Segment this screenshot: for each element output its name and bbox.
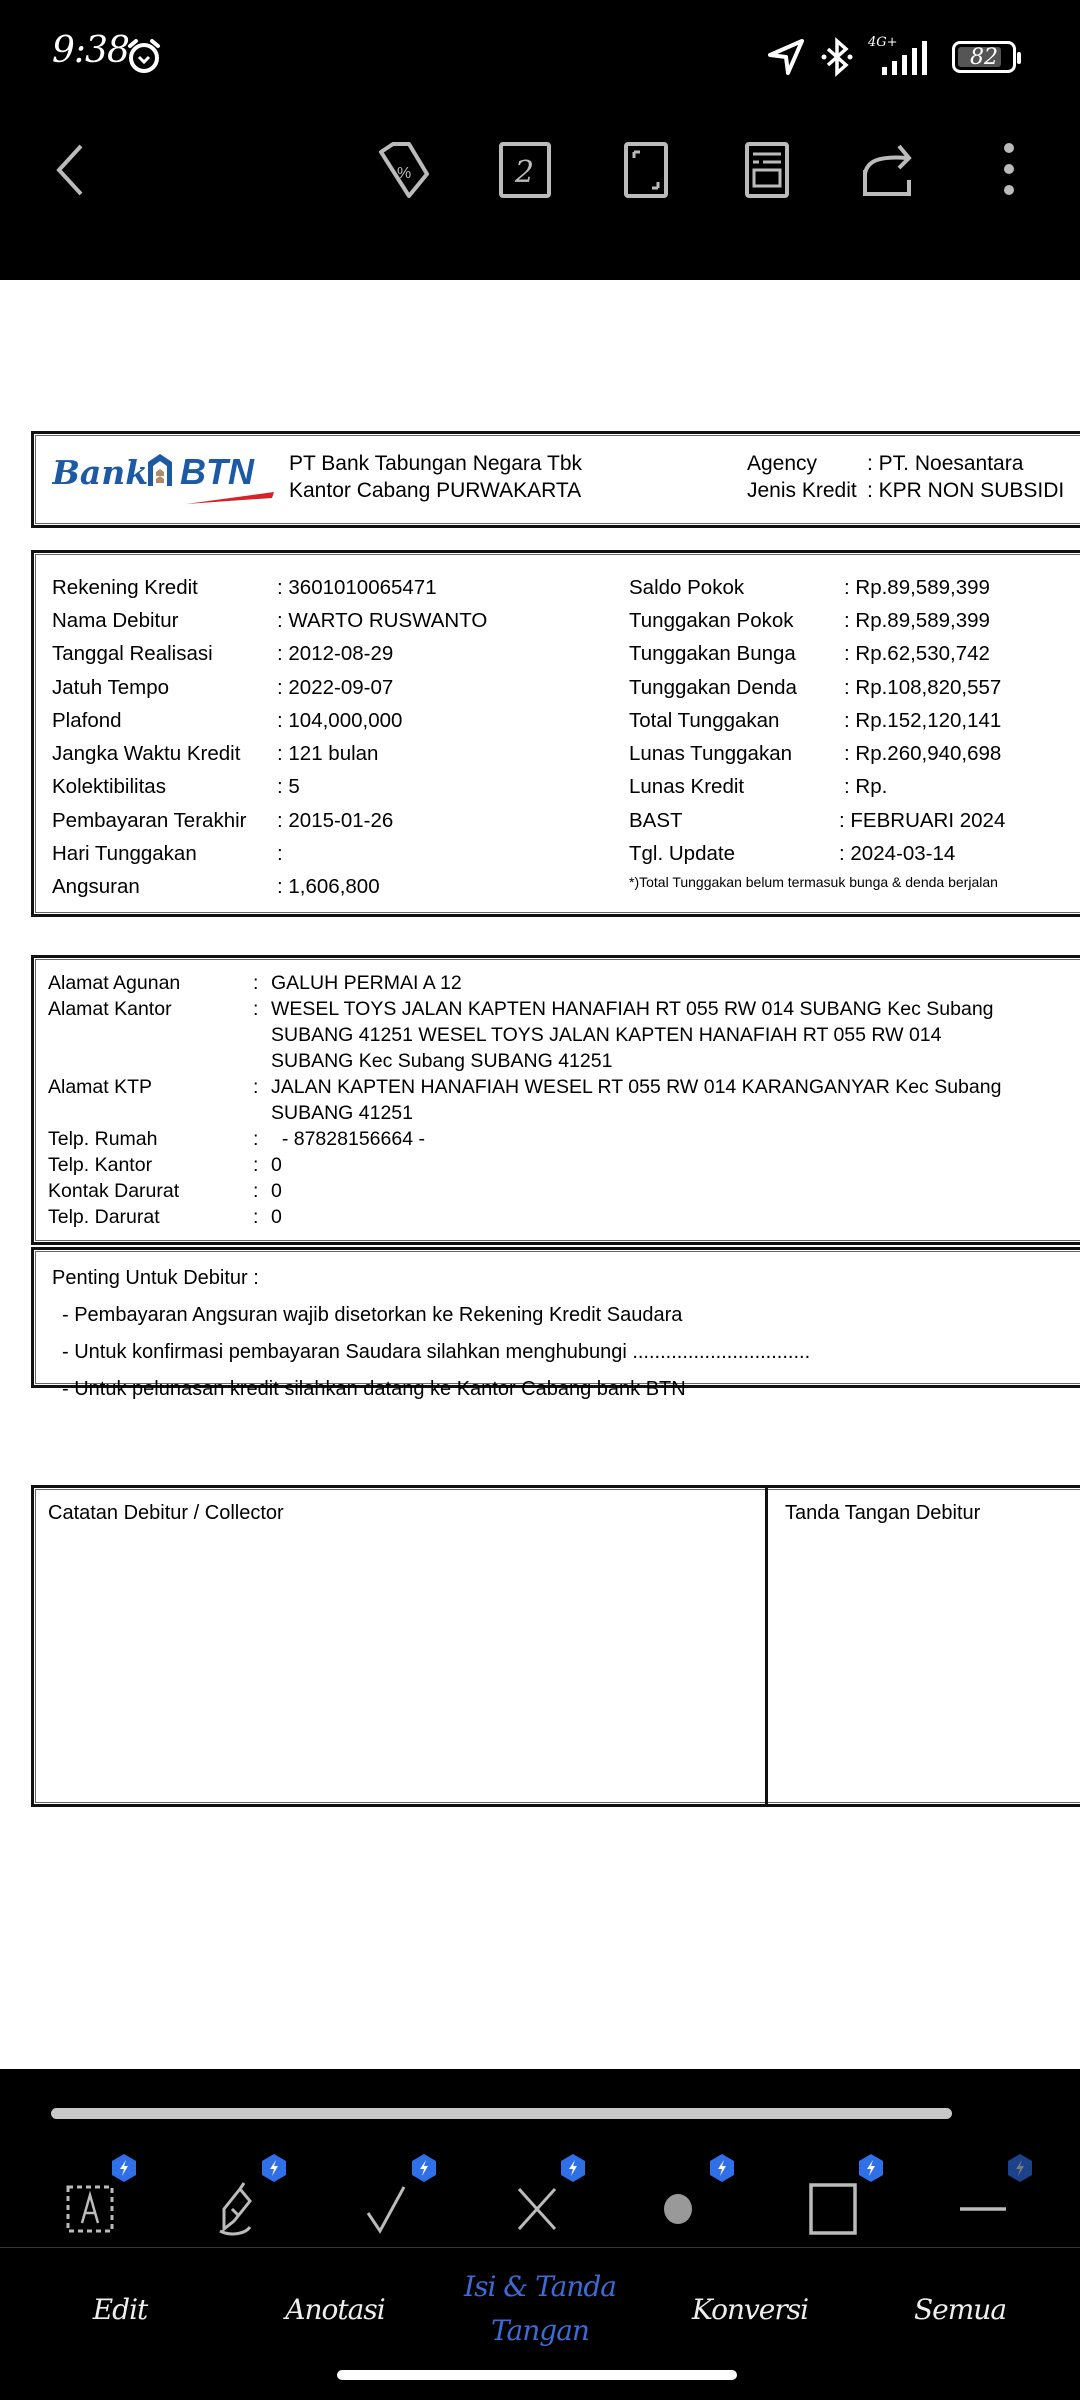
bank-btn-logo xyxy=(52,448,282,508)
address-list xyxy=(48,970,1028,1230)
address-label: Kontak Darurat xyxy=(48,1180,180,1202)
info-row xyxy=(52,604,487,637)
tab-edit[interactable]: Edit xyxy=(92,2292,148,2326)
info-row xyxy=(629,571,1005,604)
panel-divider xyxy=(0,2247,1080,2248)
address-value: WESEL TOYS JALAN KAPTEN HANAFIAH RT 055 RW 014 SUBANG Kec Subang SUBANG 41251 WESEL TOYS JALAN KAPTEN HANAFIAH RT 055 RW 014 SUBANG Kec Subang SUBANG 41251 xyxy=(271,998,994,1072)
info-row xyxy=(629,638,1005,671)
info-label: Saldo Pokok xyxy=(629,575,745,599)
info-row xyxy=(629,737,1005,770)
separator: : xyxy=(253,1206,259,1228)
separator: : xyxy=(253,1128,259,1150)
status-icons xyxy=(766,34,1016,80)
premium-badge-icon xyxy=(110,2153,138,2183)
info-label: Nama Debitur xyxy=(52,608,179,632)
info-row xyxy=(629,804,1005,837)
info-label: Tunggakan Bunga xyxy=(629,642,796,666)
fill-sign-panel xyxy=(0,2069,1080,2400)
battery-percent: 82 xyxy=(970,44,998,70)
separator: : xyxy=(253,1180,259,1202)
premium-badge-icon xyxy=(1006,2153,1034,2183)
back-icon xyxy=(51,140,91,200)
info-row xyxy=(629,837,1005,870)
info-label: Tanggal Realisasi xyxy=(52,642,213,666)
notice-item: - Untuk pelunasan kredit silahkan datang ke Kantor Cabang bank BTN xyxy=(62,1378,686,1400)
tab-isi-tanda-tangan[interactable]: Isi & Tanda Tangan xyxy=(464,2270,616,2347)
info-row xyxy=(52,771,487,804)
square-icon xyxy=(805,2179,865,2239)
info-value: : Rp.108,820,557 xyxy=(844,675,1002,699)
share-button[interactable] xyxy=(852,130,922,210)
info-row xyxy=(52,804,487,837)
info-label: Total Tunggakan xyxy=(629,708,780,732)
logo-text-btn: BTN xyxy=(180,451,254,492)
status-time: 9:38 xyxy=(52,30,129,71)
line-icon xyxy=(954,2179,1014,2239)
info-label: Tunggakan Denda xyxy=(629,675,797,699)
location-icon xyxy=(766,37,806,77)
tab-konversi[interactable]: Konversi xyxy=(691,2292,809,2326)
info-row xyxy=(52,837,487,870)
info-value: : 5 xyxy=(277,775,300,799)
info-value: : 2022-09-07 xyxy=(277,675,394,699)
document-header xyxy=(31,431,1080,528)
dot-tool[interactable] xyxy=(636,2149,746,2259)
agency-value: : PT. Noesantara xyxy=(867,452,1024,475)
promo-tag-icon xyxy=(371,138,435,202)
line-tool[interactable] xyxy=(934,2149,1044,2259)
signature-label: Tanda Tangan Debitur xyxy=(785,1502,981,1524)
info-value: : xyxy=(277,842,283,866)
info-label: BAST xyxy=(629,808,683,832)
loan-info-right xyxy=(629,571,1005,890)
battery-icon xyxy=(952,41,1016,73)
address-value: 0 xyxy=(271,1180,282,1202)
rectangle-tool[interactable] xyxy=(785,2149,895,2259)
promo-tag-button[interactable] xyxy=(368,130,438,210)
separator: : xyxy=(253,1154,259,1176)
footnote: *)Total Tunggakan belum termasuk bunga & denda berjalan xyxy=(629,873,998,890)
separator: : xyxy=(253,998,259,1020)
address-value: 0 xyxy=(271,1154,282,1176)
info-row xyxy=(52,737,487,770)
address-row xyxy=(48,1204,1028,1230)
info-value: : Rp.260,940,698 xyxy=(844,742,1002,766)
info-label: Angsuran xyxy=(52,875,140,899)
address-row xyxy=(48,1074,1028,1126)
info-label: Hari Tunggakan xyxy=(52,842,197,866)
info-value: : 104,000,000 xyxy=(277,708,403,732)
address-section xyxy=(31,955,1080,1245)
premium-badge-icon xyxy=(559,2153,587,2183)
info-value: : Rp.89,589,399 xyxy=(844,575,990,599)
tab-semua[interactable]: Semua xyxy=(913,2292,1007,2326)
info-row xyxy=(52,871,487,904)
address-row xyxy=(48,1178,1028,1204)
info-label: Lunas Kredit xyxy=(629,775,745,799)
info-label: Jatuh Tempo xyxy=(52,675,170,699)
address-row xyxy=(48,1152,1028,1178)
debtor-notice xyxy=(31,1247,1080,1400)
info-label: Tunggakan Pokok xyxy=(629,608,794,632)
separator: : xyxy=(253,1076,259,1098)
info-row xyxy=(629,771,1005,804)
premium-badge-icon xyxy=(260,2153,288,2183)
agency-info xyxy=(747,450,1064,504)
bank-name: PT Bank Tabungan Negara Tbk xyxy=(289,452,583,475)
address-value: 0 xyxy=(271,1206,282,1228)
info-label: Jangka Waktu Kredit xyxy=(52,742,241,766)
bank-identity xyxy=(289,450,582,504)
premium-badge-icon xyxy=(857,2153,885,2183)
dot-icon xyxy=(656,2179,716,2239)
info-label: Rekening Kredit xyxy=(52,575,198,599)
info-row xyxy=(52,638,487,671)
address-label: Alamat Kantor xyxy=(48,998,172,1020)
reading-mode-button[interactable] xyxy=(732,130,802,210)
info-label: Plafond xyxy=(52,708,122,732)
info-value: : 121 bulan xyxy=(277,742,379,766)
address-value: JALAN KAPTEN HANAFIAH WESEL RT 055 RW 014 KARANGANYAR Kec Subang SUBANG 41251 xyxy=(271,1076,1002,1124)
info-value: : Rp.152,120,141 xyxy=(844,708,1002,732)
address-value: - 87828156664 - xyxy=(271,1128,425,1150)
separator: : xyxy=(253,972,259,994)
notice-item: - Pembayaran Angsuran wajib disetorkan ke Rekening Kredit Saudara xyxy=(62,1304,683,1326)
horizontal-scrollbar[interactable] xyxy=(51,2108,952,2119)
signature-field[interactable] xyxy=(771,1488,1080,1804)
notes-signature-section xyxy=(31,1485,1080,1807)
document-page[interactable] xyxy=(0,280,1080,2069)
address-row xyxy=(48,996,1028,1074)
credit-type-value: : KPR NON SUBSIDI xyxy=(867,479,1065,502)
address-value: GALUH PERMAI A 12 xyxy=(271,972,462,994)
info-value: : Rp.62,530,742 xyxy=(844,642,990,666)
info-value: : 2012-08-29 xyxy=(277,642,394,666)
info-value: : 2015-01-26 xyxy=(277,808,394,832)
address-row xyxy=(48,1126,1028,1152)
premium-badge-icon xyxy=(708,2153,736,2183)
info-value: : 3601010065471 xyxy=(277,575,437,599)
network-type: 4G+ xyxy=(868,35,898,50)
check-icon xyxy=(358,2179,418,2239)
info-row xyxy=(52,671,487,704)
text-box-icon xyxy=(60,2179,120,2239)
cross-tool[interactable] xyxy=(487,2149,597,2259)
address-label: Alamat Agunan xyxy=(48,972,181,994)
credit-type-label: Jenis Kredit xyxy=(747,479,857,502)
signature-tool[interactable] xyxy=(190,2149,300,2259)
logo-swoosh xyxy=(186,492,274,504)
alarm-icon xyxy=(124,36,164,76)
info-value: : Rp. xyxy=(844,775,888,799)
tab-anotasi[interactable]: Anotasi xyxy=(285,2292,385,2326)
notes-label: Catatan Debitur / Collector xyxy=(48,1502,284,1524)
info-label: Kolektibilitas xyxy=(52,775,166,799)
mode-tabs xyxy=(0,2259,1080,2359)
page-count-button[interactable] xyxy=(490,130,560,210)
info-row xyxy=(629,671,1005,704)
page-count-icon xyxy=(497,140,553,200)
info-label: Lunas Tunggakan xyxy=(629,742,792,766)
notice-title: Penting Untuk Debitur : xyxy=(52,1267,259,1289)
home-indicator[interactable] xyxy=(337,2370,737,2380)
fit-screen-button[interactable] xyxy=(611,130,681,210)
svg-text:%: % xyxy=(397,165,412,182)
house-emblem-icon xyxy=(148,454,172,486)
info-value: : 2024-03-14 xyxy=(839,842,956,866)
more-icon xyxy=(999,140,1019,200)
status-bar xyxy=(0,0,1080,110)
info-row xyxy=(629,604,1005,637)
address-label: Alamat KTP xyxy=(48,1076,153,1098)
info-row xyxy=(52,571,487,604)
info-label: Tgl. Update xyxy=(629,842,735,866)
reading-mode-icon xyxy=(743,140,791,200)
x-icon xyxy=(507,2179,567,2239)
text-field-tool[interactable] xyxy=(40,2149,150,2259)
address-row xyxy=(48,970,1028,996)
address-label: Telp. Darurat xyxy=(48,1206,160,1228)
info-value: : Rp.89,589,399 xyxy=(844,608,990,632)
pen-nib-icon xyxy=(210,2179,270,2239)
bluetooth-icon xyxy=(820,37,854,77)
info-row xyxy=(52,704,487,737)
checkmark-tool[interactable] xyxy=(338,2149,448,2259)
agency-label: Agency xyxy=(747,452,818,475)
more-options-button[interactable] xyxy=(974,130,1044,210)
info-value: : 1,606,800 xyxy=(277,875,380,899)
tool-row xyxy=(0,2149,1080,2259)
loan-info-left xyxy=(52,571,487,904)
app-toolbar xyxy=(0,110,1080,280)
signal-icon xyxy=(868,37,938,77)
logo-text-bank: Bank xyxy=(52,453,149,492)
info-row xyxy=(629,704,1005,737)
address-label: Telp. Rumah xyxy=(48,1128,158,1150)
notice-item: - Untuk konfirmasi pembayaran Saudara silahkan menghubungi ................................ xyxy=(62,1341,811,1363)
info-value: : FEBRUARI 2024 xyxy=(839,808,1006,832)
loan-info-section xyxy=(31,550,1080,917)
branch-name: Kantor Cabang PURWAKARTA xyxy=(289,479,582,502)
info-label: Pembayaran Terakhir xyxy=(52,808,247,832)
fit-screen-icon xyxy=(622,140,670,200)
address-label: Telp. Kantor xyxy=(48,1154,153,1176)
info-value: : WARTO RUSWANTO xyxy=(277,608,488,632)
back-button[interactable] xyxy=(36,130,106,210)
collector-notes-field[interactable] xyxy=(34,1488,768,1804)
premium-badge-icon xyxy=(410,2153,438,2183)
share-icon xyxy=(857,140,917,200)
page-number: 2 xyxy=(515,155,535,190)
